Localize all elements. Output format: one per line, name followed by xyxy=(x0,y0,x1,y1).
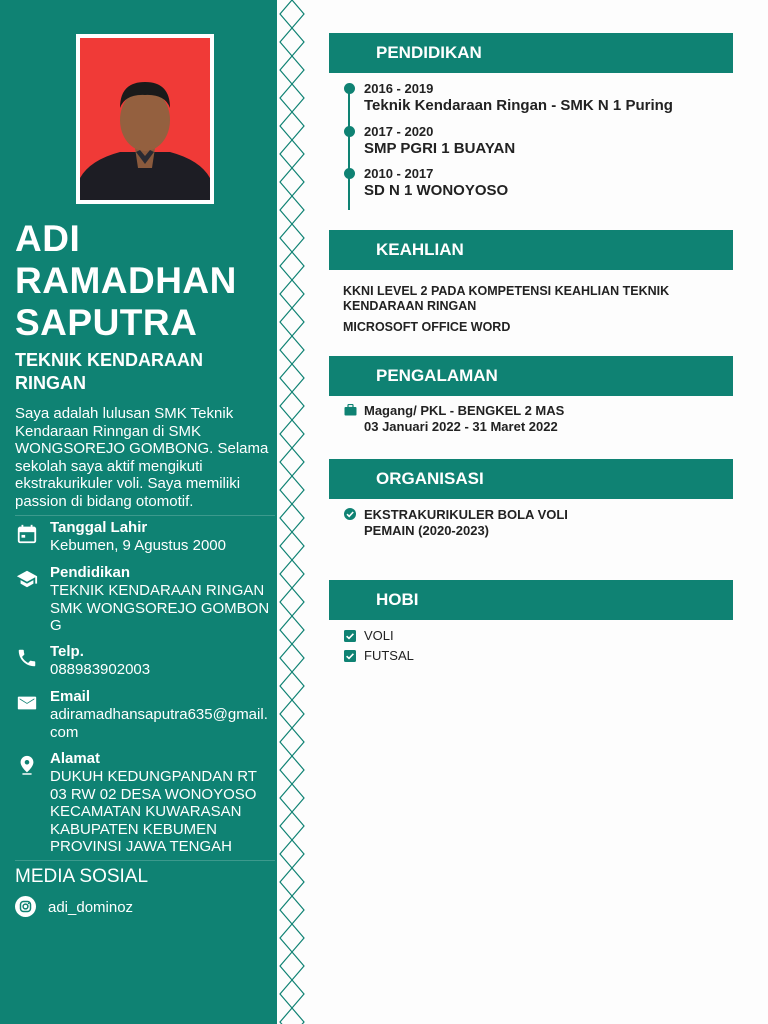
education-years: 2017 - 2020 xyxy=(364,124,434,139)
envelope-icon xyxy=(16,692,38,714)
name-line-2: RAMADHAN xyxy=(15,260,237,301)
education-years: 2010 - 2017 xyxy=(364,166,434,181)
checkbox-icon xyxy=(344,650,356,662)
phone-value[interactable]: 088983902003 xyxy=(50,661,151,678)
left-sidebar xyxy=(0,0,277,1024)
birth-value: Kebumen, 9 Agustus 2000 xyxy=(50,537,226,554)
email-value[interactable]: adiramadhansaputra635@gmail.com xyxy=(50,706,268,741)
hobby-item: FUTSAL xyxy=(364,648,414,663)
phone-label: Telp. xyxy=(50,643,84,660)
organization-role: PEMAIN (2020-2023) xyxy=(364,523,489,538)
divider xyxy=(15,515,275,516)
calendar-icon xyxy=(16,523,38,545)
skill-item: MICROSOFT OFFICE WORD xyxy=(343,320,511,334)
location-pin-icon xyxy=(16,754,38,776)
education-school: SD N 1 WONOYOSO xyxy=(364,182,509,199)
profile-photo xyxy=(80,38,210,200)
experience-period: 03 Januari 2022 - 31 Maret 2022 xyxy=(364,419,558,434)
address-label: Alamat xyxy=(50,750,101,767)
check-circle-icon xyxy=(344,508,356,520)
section-header-organisasi xyxy=(329,459,733,499)
experience-role: Magang/ PKL - BENGKEL 2 MAS xyxy=(364,403,565,418)
section-title-pengalaman: PENGALAMAN xyxy=(376,366,498,385)
section-header-pengalaman xyxy=(329,356,733,396)
hobby-item: VOLI xyxy=(364,628,394,643)
divider xyxy=(15,860,275,861)
education-value-line-2: SMK WONGSOREJO GOMBONG xyxy=(50,599,270,634)
education-label: Pendidikan xyxy=(50,564,131,581)
section-title-pendidikan: PENDIDIKAN xyxy=(376,43,482,62)
organization-name: EKSTRAKURIKULER BOLA VOLI xyxy=(364,507,568,522)
briefcase-icon xyxy=(344,404,357,416)
graduation-cap-icon xyxy=(16,568,38,590)
social-media-heading: MEDIA SOSIAL xyxy=(15,866,149,887)
education-school: Teknik Kendaraan Ringan - SMK N 1 Puring xyxy=(364,97,673,114)
timeline-dot xyxy=(344,126,355,137)
section-header-keahlian xyxy=(329,230,733,270)
name-line-3: SAPUTRA xyxy=(15,302,198,343)
diamond-pattern-divider xyxy=(277,0,307,1024)
profile-summary: Saya adalah lulusan SMK Teknik Kendaraan Rinngan di SMK WONGSOREJO GOMBONG. Selama sekolah saya aktif mengikuti ekstrakurikuler voli. Saya memiliki passion di bidang otomotif. xyxy=(15,405,269,510)
job-title: TEKNIK KENDARAAN RINGAN xyxy=(15,350,203,393)
checkbox-icon xyxy=(344,630,356,642)
section-title-hobi: HOBI xyxy=(376,590,419,609)
address-value: DUKUH KEDUNGPANDAN RT 03 RW 02 DESA WONOYOSO KECAMATAN KUWARASAN KABUPATEN KEBUMEN PROVINSI JAWA TENGAH xyxy=(50,768,257,855)
timeline-dot xyxy=(344,168,355,179)
education-timeline-line xyxy=(348,88,350,210)
profile-photo-frame xyxy=(76,34,214,204)
instagram-handle[interactable]: adi_dominoz xyxy=(48,899,134,916)
instagram-icon xyxy=(15,896,36,917)
full-name xyxy=(15,218,270,344)
section-header-hobi xyxy=(329,580,733,620)
section-title-organisasi: ORGANISASI xyxy=(376,469,484,488)
education-years: 2016 - 2019 xyxy=(364,81,434,96)
education-value-line-1: TEKNIK KENDARAAN RINGAN xyxy=(50,582,265,599)
section-header-pendidikan xyxy=(329,33,733,73)
education-value xyxy=(50,582,272,635)
education-school: SMP PGRI 1 BUAYAN xyxy=(364,140,516,157)
skill-item: KKNI LEVEL 2 PADA KOMPETENSI KEAHLIAN TEKNIK KENDARAAN RINGAN xyxy=(343,284,670,313)
birth-label: Tanggal Lahir xyxy=(50,519,148,536)
timeline-dot xyxy=(344,83,355,94)
email-label: Email xyxy=(50,688,91,705)
section-title-keahlian: KEAHLIAN xyxy=(376,240,464,259)
phone-icon xyxy=(16,647,38,669)
name-line-1: ADI xyxy=(15,218,81,259)
